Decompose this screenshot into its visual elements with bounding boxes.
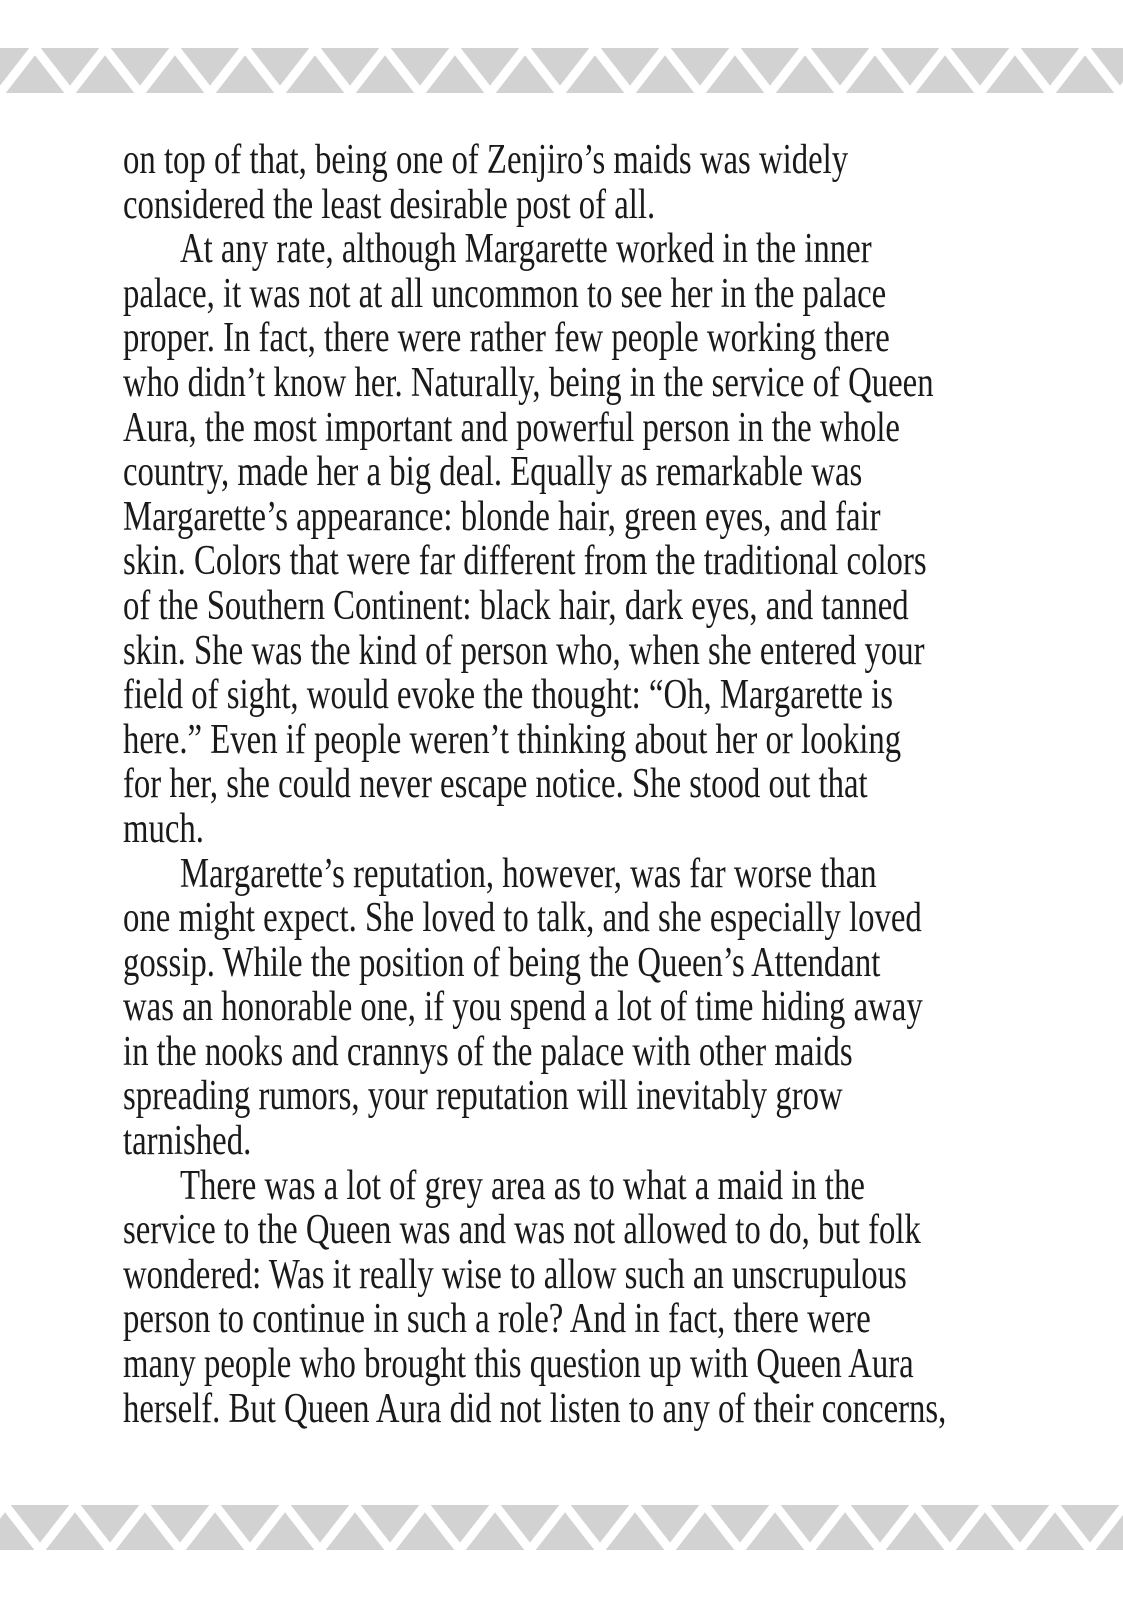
text-line: herself. But Queen Aura did not listen to any of their concerns,: [123, 1385, 947, 1432]
text-line: one might expect. She loved to talk, and she especially loved: [123, 895, 922, 942]
text-line: much.: [123, 805, 204, 852]
text-line: There was a lot of grey area as to what a maid in the: [179, 1162, 865, 1209]
text-line: in the nooks and crannys of the palace with other maids: [123, 1028, 853, 1075]
text-line: many people who brought this question up with Queen Aura: [123, 1341, 914, 1388]
text-line: wondered: Was it really wise to allow such an unscrupulous: [123, 1251, 907, 1298]
text-line: tarnished.: [123, 1118, 252, 1165]
text-line: country, made her a big deal. Equally as remarkable was: [123, 449, 863, 496]
triangle-zigzag-border-top: [0, 48, 1123, 93]
text-line: considered the least desirable post of all.: [123, 181, 656, 228]
text-line: person to continue in such a role? And in fact, there were: [123, 1296, 871, 1343]
paragraph: [123, 852, 1063, 1164]
text-line: palace, it was not at all uncommon to see her in the palace: [123, 270, 887, 317]
triangle-zigzag-border-bottom: [0, 1505, 1123, 1550]
text-line: service to the Queen was and was not allowed to do, but folk: [123, 1207, 921, 1254]
paragraph-continuation: [123, 138, 1063, 227]
page-text: [123, 138, 1063, 1431]
text-line: Margarette’s reputation, however, was far worse than: [179, 850, 877, 897]
text-line: here.” Even if people weren’t thinking about her or looking: [123, 716, 902, 763]
text-line: skin. Colors that were far different from the traditional colors: [123, 538, 927, 585]
text-line: skin. She was the kind of person who, when she entered your: [123, 627, 925, 674]
text-line: who didn’t know her. Naturally, being in the service of Queen: [123, 359, 934, 406]
text-line: At any rate, although Margarette worked in the inner: [179, 226, 872, 273]
text-line: was an honorable one, if you spend a lot of time hiding away: [123, 984, 923, 1031]
paragraph: [123, 227, 1063, 851]
text-line: field of sight, would evoke the thought: “Oh, Margarette is: [123, 672, 894, 719]
text-line: proper. In fact, there were rather few people working there: [123, 315, 890, 362]
text-line: Aura, the most important and powerful person in the whole: [123, 404, 900, 451]
text-line: spreading rumors, your reputation will inevitably grow: [123, 1073, 843, 1120]
paragraph: [123, 1164, 1063, 1432]
text-line: on top of that, being one of Zenjiro’s maids was widely: [123, 137, 849, 183]
text-line: of the Southern Continent: black hair, dark eyes, and tanned: [123, 582, 909, 629]
text-line: gossip. While the position of being the Queen’s Attendant: [123, 939, 881, 986]
text-line: Margarette’s appearance: blonde hair, green eyes, and fair: [123, 493, 881, 540]
text-line: for her, she could never escape notice. She stood out that: [123, 761, 868, 808]
